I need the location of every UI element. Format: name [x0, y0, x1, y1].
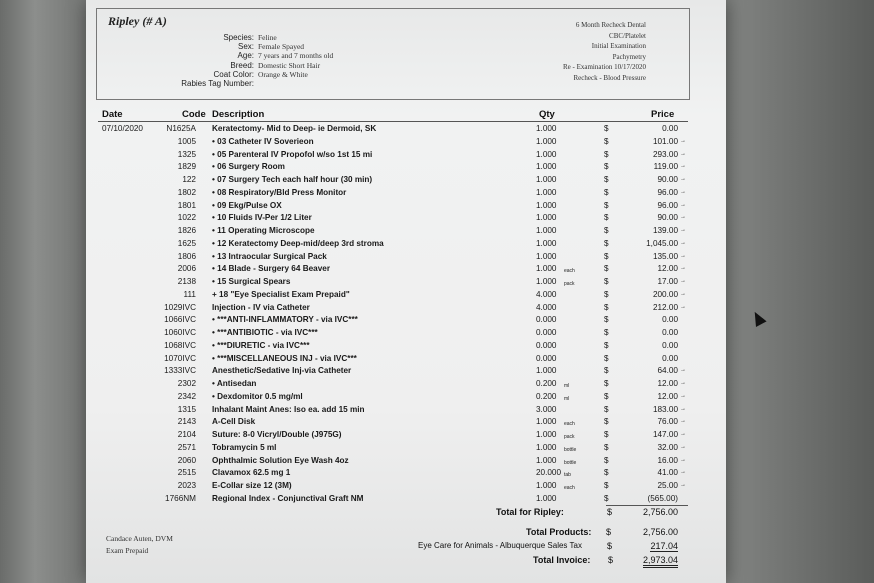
line-item-row	[86, 443, 726, 455]
line-item-desc: • ***ANTIBIOTIC - via IVC***	[212, 328, 318, 337]
total-invoice-dollar: $	[608, 555, 614, 565]
line-item-qty: 1.000	[536, 493, 557, 503]
line-item-row	[86, 430, 726, 442]
line-item-qty: 4.000	[536, 289, 557, 299]
line-item-price: 12.00	[657, 379, 678, 388]
line-item-desc: Tobramycin 5 ml	[212, 442, 277, 452]
total-for-label: Total for Ripley:	[496, 507, 564, 517]
line-item-price: 32.00	[657, 442, 678, 452]
line-item-row	[86, 213, 726, 225]
line-item-qty: 3.000	[536, 404, 557, 414]
line-item-arrow: →	[680, 290, 686, 297]
line-item-qty: 1.000	[536, 238, 557, 248]
line-item-qty: 1.000	[536, 162, 557, 172]
total-for-value: 2,756.00	[642, 507, 678, 517]
line-item-price: 119.00	[653, 162, 678, 172]
total-products-value: 2,756.00	[642, 527, 678, 537]
line-item-arrow: →	[680, 252, 686, 259]
line-item-arrow: →	[680, 431, 686, 437]
line-item-code: 1066IVC	[164, 315, 196, 325]
line-item-unit: bottle	[564, 459, 577, 466]
line-item-code: 1766NM	[165, 493, 196, 503]
invoice-document	[86, 0, 726, 583]
line-item-row	[86, 328, 726, 340]
total-invoice-label: Total Invoice:	[533, 555, 591, 565]
reminder-item: 6 Month Recheck Dental	[575, 21, 646, 29]
line-item-price: 139.00	[652, 226, 678, 235]
line-item-desc: • 11 Operating Microscope	[212, 226, 315, 235]
line-item-code: 2006	[177, 264, 196, 274]
line-item-code: 2060	[177, 455, 196, 465]
line-item-desc: • 09 Ekg/Pulse OX	[212, 200, 282, 210]
line-item-code: 111	[183, 289, 196, 299]
line-item-unit: tab	[564, 472, 571, 479]
line-item-price: 0.00	[662, 315, 678, 325]
line-item-desc: • 13 Intraocular Surgical Pack	[212, 251, 327, 261]
line-item-qty: 1.000	[536, 481, 557, 490]
line-item-dollar: $	[604, 417, 609, 427]
line-item-row	[86, 226, 726, 238]
line-item-desc: Clavamox 62.5 mg 1	[212, 468, 291, 478]
line-item-unit: pack	[564, 281, 575, 287]
line-item-desc: + 18 "Eye Specialist Exam Prepaid"	[212, 289, 350, 299]
line-item-price: 16.00	[657, 455, 678, 465]
line-item-code: 2138	[177, 277, 196, 286]
line-item-code: 1333IVC	[164, 366, 196, 376]
line-item-code: 2515	[177, 468, 196, 478]
line-item-row	[86, 392, 726, 404]
line-item-dollar: $	[604, 302, 609, 312]
line-item-row	[86, 303, 726, 315]
line-item-dollar: $	[604, 226, 609, 235]
line-item-qty: 1.000	[536, 430, 557, 439]
line-item-code: 1802	[177, 187, 196, 197]
line-item-row	[86, 252, 726, 264]
line-item-dollar: $	[604, 481, 609, 490]
line-item-dollar: $	[604, 238, 609, 248]
sales-tax-label: Eye Care for Animals - Albuquerque Sales Tax	[418, 541, 582, 550]
line-item-dollar: $	[604, 468, 609, 478]
sales-tax-dollar: $	[607, 541, 613, 551]
line-item-price: 293.00	[652, 149, 678, 159]
line-item-code: 1005	[177, 136, 196, 146]
line-item-arrow: →	[680, 163, 686, 170]
line-item-code: 1068IVC	[164, 340, 196, 350]
line-item-dollar: $	[604, 149, 609, 159]
line-item-code: 122	[182, 175, 196, 184]
reminder-item: Initial Examination	[591, 42, 646, 50]
line-item-row	[86, 456, 726, 468]
total-products-label: Total Products:	[526, 527, 592, 537]
line-item-price: 101.00	[652, 136, 678, 146]
line-item-desc: Suture: 8-0 Vicryl/Double (J975G)	[212, 430, 342, 439]
line-item-row	[86, 417, 726, 429]
line-item-row	[86, 494, 726, 506]
line-item-desc: • 06 Surgery Room	[212, 162, 285, 172]
line-item-dollar: $	[604, 404, 609, 414]
line-item-qty: 1.000	[536, 277, 557, 286]
line-item-desc: • 12 Keratectomy Deep-mid/deep 3rd stroma	[212, 238, 384, 248]
line-item-dollar: $	[604, 289, 609, 299]
line-item-row	[86, 264, 726, 276]
line-item-unit: each	[564, 268, 575, 275]
line-item-dollar: $	[604, 251, 609, 261]
line-item-qty: 0.000	[536, 315, 557, 325]
line-item-dollar: $	[604, 162, 609, 172]
line-item-desc: • ***MISCELLANEOUS INJ - via IVC***	[212, 353, 357, 363]
line-item-code: 2342	[177, 391, 196, 401]
line-item-price: 41.00	[657, 468, 678, 478]
line-item-unit: ml	[564, 395, 570, 402]
line-item-code: 1806	[177, 251, 196, 261]
reminder-item: Pachymetry	[612, 52, 646, 61]
line-item-row	[86, 137, 726, 149]
line-item-row	[86, 315, 726, 327]
line-item-arrow: →	[680, 227, 686, 233]
line-item-qty: 1.000	[536, 213, 557, 223]
line-item-desc: Keratectomy- Mid to Deep- ie Dermoid, SK	[212, 124, 377, 133]
line-item-price: 17.00	[657, 277, 678, 286]
line-item-code: 1801	[177, 200, 196, 210]
line-item-code: N1625A	[166, 124, 196, 133]
line-item-desc: • ***ANTI-INFLAMMATORY - via IVC***	[212, 315, 358, 325]
column-header-price: Price	[651, 109, 675, 120]
line-item-code: 2023	[177, 481, 196, 490]
line-item-arrow: →	[680, 405, 686, 412]
column-header-code: Code	[182, 109, 206, 120]
line-item-price: 183.00	[652, 404, 678, 414]
line-item-price: 0.00	[662, 124, 678, 133]
line-item-qty: 1.000	[536, 149, 557, 159]
line-item-row	[86, 201, 726, 213]
line-item-unit: bottle	[564, 446, 577, 453]
line-item-dollar: $	[604, 430, 609, 439]
line-item-arrow: →	[680, 278, 686, 284]
line-item-dollar: $	[604, 328, 609, 337]
line-item-qty: 1.000	[536, 200, 557, 210]
line-item-dollar: $	[604, 124, 609, 133]
line-item-code: 1315	[177, 404, 196, 414]
line-item-dollar: $	[604, 379, 609, 388]
column-header-date: Date	[102, 109, 123, 120]
line-item-dollar: $	[604, 213, 609, 223]
patient-field-value: 7 years and 7 months old	[258, 51, 334, 61]
line-item-price: 96.00	[657, 200, 678, 210]
line-item-arrow: →	[680, 201, 686, 208]
line-item-dollar: $	[604, 200, 609, 210]
line-item-row	[86, 175, 726, 187]
line-item-desc: • 08 Respiratory/Bld Press Monitor	[212, 187, 347, 197]
patient-field-value: Feline	[258, 33, 277, 42]
line-item-unit: each	[564, 485, 575, 491]
line-item-arrow: →	[680, 418, 686, 425]
line-item-arrow: →	[680, 265, 686, 272]
line-item-desc: Ophthalmic Solution Eye Wash 4oz	[212, 455, 349, 465]
line-item-row	[86, 354, 726, 366]
line-item-code: 1826	[177, 226, 196, 235]
total-invoice-value: 2,973.04	[643, 555, 678, 568]
patient-field-label: Breed:	[230, 60, 254, 70]
line-item-arrow: →	[680, 456, 686, 463]
line-item-row	[86, 239, 726, 251]
line-item-desc: • 05 Parenteral IV Propofol w/so 1st 15 mi	[212, 149, 373, 159]
line-item-desc: Inhalant Maint Anes: Iso ea. add 15 min	[212, 404, 365, 414]
patient-field-label: Age:	[237, 51, 254, 61]
line-item-code: 1625	[177, 238, 196, 248]
line-item-dollar: $	[604, 366, 609, 376]
line-item-dollar: $	[604, 277, 609, 286]
line-item-price: 76.00	[657, 417, 678, 427]
line-item-price: 96.00	[657, 187, 678, 197]
line-item-qty: 1.000	[536, 226, 557, 235]
line-item-desc: Regional Index - Conjunctival Graft NM	[212, 493, 364, 503]
column-header-qty: Qty	[539, 109, 555, 120]
line-item-desc: • 03 Catheter IV Soverieon	[212, 136, 314, 146]
line-item-price: 90.00	[657, 213, 678, 223]
patient-name: Ripley (# A)	[108, 14, 167, 28]
line-item-dollar: $	[604, 340, 609, 350]
line-item-price: 0.00	[662, 353, 678, 363]
subtotal-rule	[606, 505, 688, 506]
line-item-qty: 1.000	[536, 442, 557, 452]
patient-field-label: Species:	[223, 33, 254, 42]
line-item-dollar: $	[604, 442, 609, 452]
line-item-price: 12.00	[657, 264, 678, 274]
line-item-arrow: →	[680, 443, 686, 450]
line-item-date: 07/10/2020	[102, 124, 143, 133]
line-item-code: 2571	[177, 442, 196, 452]
line-item-dollar: $	[604, 187, 609, 197]
line-item-price: 90.00	[657, 175, 678, 184]
line-item-arrow: →	[680, 176, 686, 182]
line-item-price: 135.00	[652, 251, 678, 261]
line-item-price: 200.00	[652, 289, 678, 299]
line-item-row	[86, 277, 726, 289]
line-item-arrow: →	[680, 137, 686, 144]
line-item-unit: each	[564, 421, 575, 428]
line-item-price: 212.00	[652, 302, 678, 312]
line-item-qty: 1.000	[536, 175, 557, 184]
line-item-dollar: $	[604, 315, 609, 325]
line-item-row	[86, 379, 726, 391]
patient-info	[108, 14, 167, 29]
line-item-arrow: →	[680, 303, 686, 310]
line-item-desc: A-Cell Disk	[212, 417, 256, 427]
line-item-arrow: →	[680, 150, 686, 157]
line-item-desc: • ***DIURETIC - via IVC***	[212, 340, 310, 350]
patient-field-value: Orange & White	[258, 69, 308, 79]
line-item-desc: • 14 Blade - Surgery 64 Beaver	[212, 264, 331, 274]
sales-tax-value: 217.04	[650, 541, 678, 551]
line-item-row	[86, 162, 726, 174]
reminder-item: Re - Examination 10/17/2020	[562, 63, 646, 71]
line-item-desc: • 15 Surgical Spears	[212, 277, 291, 286]
line-item-qty: 1.000	[536, 417, 557, 427]
line-item-qty: 20.000	[536, 468, 562, 478]
footer-signature	[106, 533, 173, 557]
line-item-code: 2104	[177, 430, 196, 439]
line-item-arrow: →	[680, 188, 686, 195]
line-item-qty: 1.000	[536, 251, 557, 261]
line-item-price: 25.00	[657, 481, 678, 490]
line-item-price: 1,045.00	[646, 238, 678, 248]
line-item-code: 1829	[177, 162, 196, 172]
line-item-row	[86, 124, 726, 136]
line-item-unit: pack	[564, 434, 575, 440]
line-item-qty: 1.000	[536, 187, 557, 197]
footer-note: Exam Prepaid	[106, 546, 149, 555]
reminder-item: Recheck - Blood Pressure	[573, 73, 646, 82]
line-item-unit: ml	[564, 383, 570, 389]
header-rule	[98, 121, 688, 122]
total-for-dollar: $	[607, 507, 613, 517]
line-item-code: 2143	[177, 417, 196, 427]
line-item-arrow: →	[680, 380, 686, 386]
line-item-desc: E-Collar size 12 (3M)	[212, 481, 292, 490]
line-item-arrow: →	[680, 367, 686, 374]
line-item-row	[86, 150, 726, 162]
line-item-price: 147.00	[652, 430, 678, 439]
line-item-desc: Anesthetic/Sedative Inj-via Catheter	[212, 366, 352, 376]
line-item-code: 2302	[177, 379, 196, 388]
line-item-dollar: $	[604, 391, 609, 401]
line-item-arrow: →	[680, 214, 686, 221]
line-item-arrow: →	[680, 482, 686, 488]
column-header-description: Description	[212, 109, 265, 120]
line-item-row	[86, 468, 726, 480]
reminder-list	[563, 20, 646, 83]
line-item-qty: 1.000	[536, 455, 557, 465]
reminder-item: CBC/Platelet	[609, 31, 646, 40]
line-item-dollar: $	[604, 455, 609, 465]
line-item-code: 1060IVC	[164, 328, 196, 337]
line-item-qty: 1.000	[536, 136, 557, 146]
line-item-code: 1325	[177, 149, 196, 159]
line-item-price: (565.00)	[647, 493, 678, 503]
line-item-qty: 1.000	[536, 366, 557, 376]
line-item-code: 1029IVC	[164, 302, 196, 312]
line-item-dollar: $	[604, 264, 609, 274]
total-products-dollar: $	[606, 527, 612, 537]
line-item-qty: 0.200	[536, 391, 557, 401]
line-item-price: 0.00	[662, 328, 678, 337]
line-item-row	[86, 188, 726, 200]
line-item-row	[86, 341, 726, 353]
patient-field-value: Domestic Short Hair	[258, 60, 321, 70]
doctor-name: Candace Auten, DVM	[106, 534, 173, 543]
line-item-desc: • Dexdomitor 0.5 mg/ml	[212, 391, 303, 401]
line-item-desc: • 10 Fluids IV-Per 1/2 Liter	[212, 213, 312, 223]
line-item-price: 64.00	[657, 366, 678, 376]
line-item-dollar: $	[604, 493, 609, 503]
line-item-dollar: $	[604, 136, 609, 146]
line-item-desc: • 07 Surgery Tech each half hour (30 min)	[212, 175, 373, 184]
line-item-qty: 4.000	[536, 302, 557, 312]
line-item-arrow: →	[680, 239, 686, 246]
line-item-qty: 1.000	[536, 124, 557, 133]
line-item-price: 12.00	[657, 391, 678, 401]
line-item-qty: 0.000	[536, 340, 557, 350]
line-item-arrow: →	[680, 469, 686, 476]
line-item-row	[86, 366, 726, 378]
line-item-code: 1022	[177, 213, 196, 223]
line-item-qty: 0.000	[536, 353, 557, 363]
line-item-qty: 0.000	[536, 328, 557, 337]
patient-field-label: Rabies Tag Number:	[181, 79, 254, 88]
line-item-code: 1070IVC	[164, 353, 196, 363]
line-item-dollar: $	[604, 175, 609, 184]
line-item-row	[86, 405, 726, 417]
patient-field-value: Female Spayed	[258, 42, 305, 52]
line-item-qty: 0.200	[536, 379, 557, 388]
line-item-row	[86, 481, 726, 493]
line-item-row	[86, 290, 726, 302]
patient-field-label: Sex:	[237, 42, 254, 52]
line-item-desc: • Antisedan	[212, 379, 257, 388]
line-item-qty: 1.000	[536, 264, 557, 274]
line-item-arrow: →	[680, 392, 686, 399]
line-item-desc: Injection - IV via Catheter	[212, 302, 310, 312]
line-item-dollar: $	[604, 353, 609, 363]
line-item-price: 0.00	[662, 340, 678, 350]
patient-field-label: Coat Color:	[213, 69, 254, 79]
